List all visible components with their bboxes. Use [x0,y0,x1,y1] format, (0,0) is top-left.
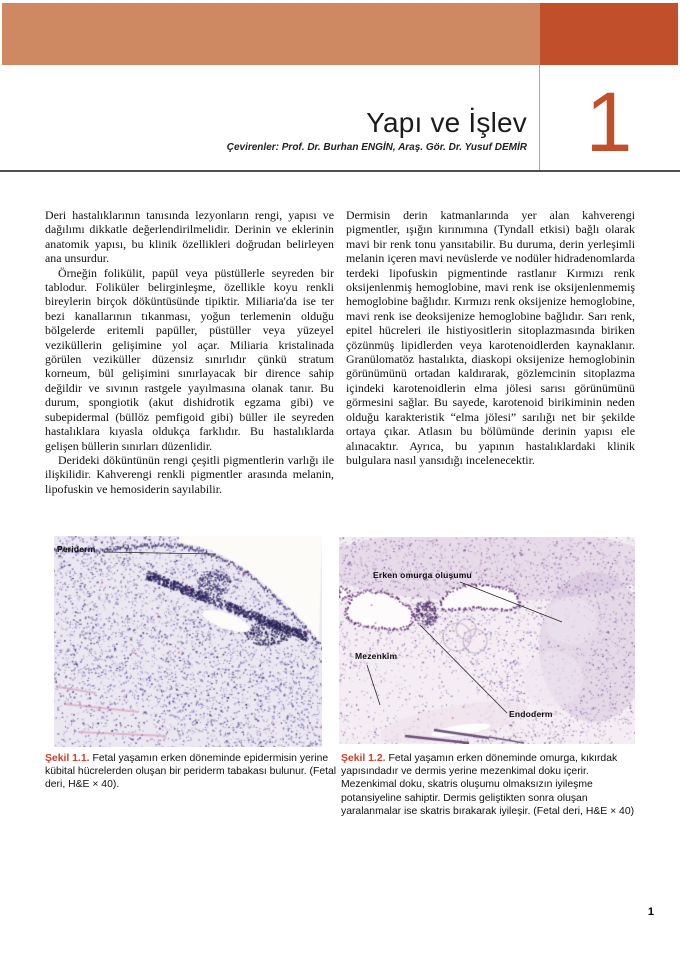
header-horizontal-rule [0,170,680,172]
paragraph: Örneğin folikülit, papül veya püstüllerle seyreden bir tablodur. Foliküler belirginleşme, özellikle koyu renkli bireylerin birçok döküntüsünde tipiktir. Miliaria'da ise ter bezi kanallarının tıkanması, yoğun terlemenin olduğu bölgelerde eritemli papüller, püstüller veya yüzeyel veziküllerin gelişimine yol açar. Miliaria kristalinada görülen veziküller düzensiz sınırlıdır çünkü stratum korneum, bül gelişimini sınırlayacak bir dirence sahip değildir ve sıvının rastgele yayılmasına olanak tanır. Bu durum, spongiotik (akut dishidrotik egzama gibi) ve subepidermal (büllöz pemfigoid gibi) büller ile seyreden hastalıklara kıyasla oldukça farklıdır. Bu hastalıklarda gelişen büllerin sınırları düzenlidir. [45,265,334,453]
figure-2-caption-text: Fetal yaşamın erken döneminde omurga, kıkırdak yapısındadır ve dermis yerine mezenkimal doku içerir. Mezenkimal doku, skatris oluşumu olmaksızın iyileşme potansiyeline sahiptir. Dermis geliştikten sonra oluşan yaralanmalar ise skatris bırakarak iyileşir. (Fetal deri, H&E × 40) [341,753,635,817]
header-banner-light [2,3,540,65]
right-column [346,208,635,467]
chapter-title-block [227,108,527,153]
figure-2 [339,537,635,744]
paragraph: Dermisin derin katmanlarında yer alan kahverengi pigmentler, ışığın kırınımına (Tyndall etkisi) bağlı olarak mavi bir renk tonu yansıtabilir. Bu duruma, derin yerleşimli melanin içeren mavi nevüslerde ve nodüler hidradenomlarda terdeki lipofuskin pigmentinde rastlanır Kırmızı renk oksijenlenmiş hemoglobine, mavi renk ise oksijenlenmemiş hemoglobine bağlıdır. Kırmızı renk oksijenize hemoglobine, mavi renk ise deoksijenize hemoglobine bağlıdır. Sarı renk, epitel hücreleri ile histiyositlerin sitoplazmasında biriken çözünmüş lipidlerden veya karotenoidlerden kaynaklanır. Granülomatöz hastalıkta, diaskopi oksijenize hemoglobinin görünümünü ortadan kaldırarak, gözlemcinin sitoplazma içindeki karotenoidlerin elma jölesi sarısı görünümünü görmesini sağlar. Bu sayede, karotenoid birikiminin neden olduğu karakteristik “elma jölesi” sarılığı net bir şekilde ortaya çıkar. Atlasın bu bölümünde derinin yapısı ele alınacaktır. Ayrıca, bu yapının hastalıklardaki klinik bulgulara nasıl yansıdığı incelenecektir. [346,208,635,467]
annotation-early-spine: Erken omurga oluşumu [373,570,472,580]
annotation-periderm: Periderm [57,544,96,554]
figure-2-caption-label: Şekil 1.2. [341,753,386,764]
figure-2-image [339,537,635,744]
page-number: 1 [647,906,654,918]
paragraph: Deri hastalıklarının tanısında lezyonların rengi, yapısı ve dağılımı dikkatle değerlendirilmelidir. Derinin ve eklerinin anatomik yapısı, bu klinik özellikleri doğrudan belirleyen ana unsurdur. [45,208,334,266]
figure-2-caption [341,752,637,818]
header-vertical-divider [539,65,540,171]
chapter-number: 1 [585,75,633,169]
paragraph: Derideki döküntünün rengi çeşitli pigmentlerin varlığı ile ilişkilidir. Kahverengi renkli pigmentler arasında melanin, lipofuskin ve hemosiderin sayılabilir. [45,452,334,496]
left-column [45,208,334,496]
figure-1 [54,536,322,747]
annotation-mesenchyme: Mezenkim [355,651,398,661]
chapter-title: Yapı ve İşlev [366,107,527,138]
header-banner-dark [540,3,678,65]
figure-1-image [54,536,322,747]
figure-1-caption [45,752,337,792]
figure-1-caption-label: Şekil 1.1. [45,753,90,764]
figure-1-caption-text: Fetal yaşamın erken döneminde epidermisin yerine kübital hücrelerden oluşan bir periderm tabakası bulunur. (Fetal deri, H&E × 40). [45,753,337,791]
translators-line: Çevirenler: Prof. Dr. Burhan ENGİN, Araş. Gör. Dr. Yusuf DEMİR [226,142,527,153]
annotation-endoderm: Endoderm [509,709,553,719]
